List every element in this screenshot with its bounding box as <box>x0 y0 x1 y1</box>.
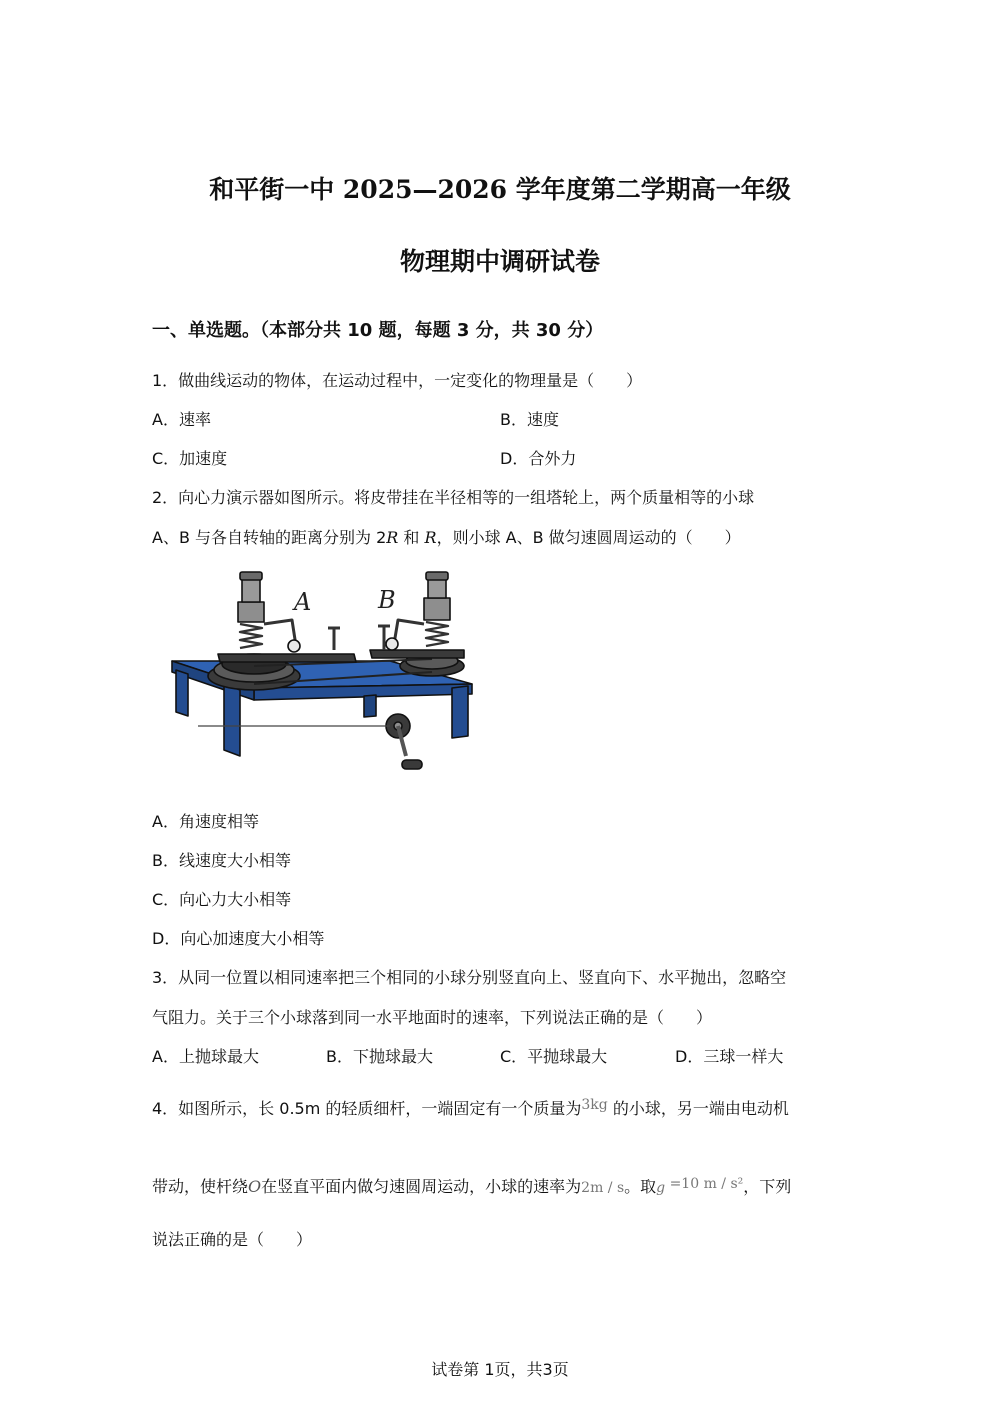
exam-title-line2: 物理期中调研试卷 <box>399 247 600 276</box>
question-4-line3: 说法正确的是（ ） <box>152 1230 313 1249</box>
ball-a <box>288 640 300 652</box>
q2-option-c: C．向心力大小相等 <box>152 890 292 909</box>
q3-option-c: C．平抛球最大 <box>500 1047 608 1066</box>
question-2-stem-line2: A、B 与各自转轴的距离分别为 2R 和 R，则小球 A、B 做匀速圆周运动的（ ） <box>152 528 741 547</box>
exam-title-line1: 和平街一中 2025—2026 学年度第二学期高一年级 <box>209 175 791 204</box>
q1-option-c: C．加速度 <box>152 449 228 468</box>
table-leg <box>452 686 468 738</box>
q3-option-b: B．下抛球最大 <box>326 1047 433 1066</box>
question-3-stem-line1: 3．从同一位置以相同速率把三个相同的小球分别竖直向上、竖直向下、水平抛出，忽略空 <box>152 968 787 987</box>
question-1-stem: 1．做曲线运动的物体，在运动过程中，一定变化的物理量是（ ） <box>152 371 643 390</box>
section-heading: 一、单选题。（本部分共 10 题，每题 3 分，共 30 分） <box>152 320 604 341</box>
centripetal-force-demonstrator-figure <box>168 566 484 782</box>
q1-option-a: A．速率 <box>152 410 211 429</box>
q2-option-b: B．线速度大小相等 <box>152 851 291 870</box>
q1-option-b: B．速度 <box>500 410 559 429</box>
question-4-line1: 4．如图所示，长 0.5m 的轻质细杆，一端固定有一个质量为3kg 的小球，另一端由电动机 <box>152 1097 789 1118</box>
ball-b <box>386 638 398 650</box>
table-leg <box>364 695 376 717</box>
q3-option-d: D．三球一样大 <box>675 1047 784 1066</box>
crank-handle <box>402 760 422 769</box>
q1-option-d: D．合外力 <box>500 449 577 468</box>
table-leg <box>224 684 240 756</box>
figure-label-a: A <box>294 588 312 616</box>
figure-label-b: B <box>378 586 396 614</box>
q2-option-a: A．角速度相等 <box>152 812 259 831</box>
question-2-stem-line1: 2．向心力演示器如图所示。将皮带挂在半径相等的一组塔轮上，两个质量相等的小球 <box>152 488 755 507</box>
question-4-line2: 带动，使杆绕O在竖直平面内做匀速圆周运动，小球的速率为2m / s。取g =10 m / s²，下列 <box>152 1176 792 1196</box>
right-arm <box>370 650 464 658</box>
left-arm <box>218 654 356 662</box>
page-footer: 试卷第 1页，共3页 <box>431 1360 569 1379</box>
question-3-stem-line2: 气阻力。关于三个小球落到同一水平地面时的速率，下列说法正确的是（ ） <box>152 1008 713 1027</box>
q3-option-a: A．上抛球最大 <box>152 1047 259 1066</box>
table-leg <box>176 670 188 716</box>
q2-option-d: D．向心加速度大小相等 <box>152 929 325 948</box>
